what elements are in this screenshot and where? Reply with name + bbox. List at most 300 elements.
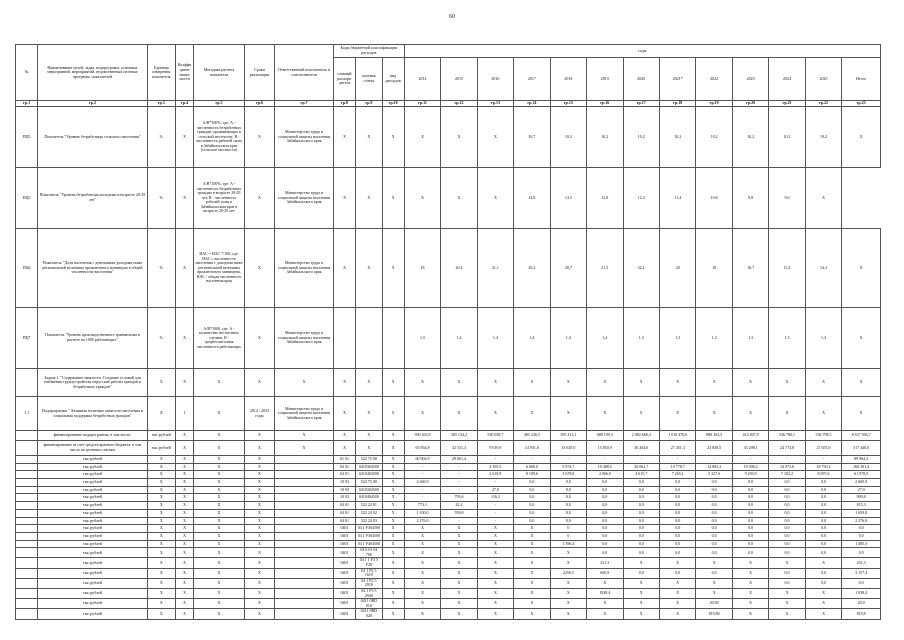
subprogram-cell: X: [842, 397, 881, 431]
column-number-cell: гр.16: [587, 101, 623, 107]
indicator-method: НАС = НАС */100, где: НАС с численность населения с доходами ниже региональной величины прожиточного минимума, НАС - общая численность населения края: [194, 229, 245, 308]
indicator-responsible: Министерство труда и социальной защиты населения Забайкальского края: [275, 107, 334, 168]
detail-value: 0,0: [514, 502, 550, 510]
detail-x: X: [194, 517, 245, 525]
task-cell: X: [333, 369, 355, 397]
detail-value: 1 100,0: [404, 509, 440, 517]
financing-value: 585 134,2: [441, 431, 477, 441]
indicator-row: [16, 229, 881, 308]
header-code-c: вид расходов: [382, 58, 404, 101]
detail-value: 0,0: [842, 532, 881, 540]
detail-unit: тыс.рублей: [38, 509, 147, 517]
detail-value: 0,0: [550, 509, 586, 517]
detail-value: X: [514, 548, 550, 558]
financing-value: 2 082 668,4: [623, 431, 659, 441]
financing-unit: тыс.рублей: [147, 441, 175, 456]
detail-unit: тыс.рублей: [38, 456, 147, 464]
detail-value: 0,0: [732, 540, 768, 548]
detail-num: [16, 494, 38, 502]
detail-value: X: [441, 548, 477, 558]
indicator-value: X: [404, 168, 440, 229]
detail-code-b: 0411 0RD 010: [356, 599, 382, 609]
detail-code-a: 04 01: [333, 502, 355, 510]
detail-value: 0,0: [696, 525, 732, 533]
indicator-value: 20,4: [441, 229, 477, 308]
detail-value: 0,0: [514, 509, 550, 517]
detail-code-b: 0410304500: [356, 463, 382, 471]
detail-value: X: [623, 599, 659, 609]
detail-value: 0: [550, 525, 586, 533]
detail-code-c: X: [382, 494, 404, 502]
detail-code-b: 04 1 1 F3 5 F28: [356, 558, 382, 568]
detail-value: 0,0: [623, 525, 659, 533]
detail-code-a: 0401: [333, 558, 355, 568]
header-years: годы: [404, 45, 880, 58]
task-cell: X: [587, 369, 623, 397]
task-cell: X: [732, 369, 768, 397]
indicator-value: 1,4: [441, 308, 477, 369]
detail-x: X: [147, 502, 175, 510]
detail-blank: [275, 456, 334, 464]
detail-blank: [275, 517, 334, 525]
detail-value: X: [623, 589, 659, 599]
financing-cell: X: [356, 441, 382, 456]
detail-num: [16, 463, 38, 471]
subprogram-cell: X: [404, 397, 440, 431]
detail-value: X: [769, 558, 805, 568]
financing-cell: X: [275, 431, 334, 441]
indicator-value: 1,4: [550, 308, 586, 369]
detail-value: X: [404, 532, 440, 540]
detail-value: X: [659, 578, 695, 588]
indicator-value: 1,4: [514, 308, 550, 369]
subprogram-cell: X: [587, 397, 623, 431]
detail-value: 0,0: [805, 494, 841, 502]
indicator-value: 16,7: [732, 229, 768, 308]
indicator-value: 10,2: [550, 107, 586, 168]
detail-unit: тыс.рублей: [38, 494, 147, 502]
indicator-value: X: [805, 168, 841, 229]
detail-x: X: [175, 540, 193, 548]
detail-value: X: [732, 609, 768, 619]
header-code-b: целевая статья: [356, 58, 382, 101]
financing-num: [16, 441, 38, 456]
indicator-unit: %: [147, 308, 175, 369]
detail-x: X: [147, 568, 175, 578]
detail-value: X: [441, 525, 477, 533]
detail-value: 0,0: [659, 502, 695, 510]
detail-value: 773,1: [404, 502, 440, 510]
detail-value: 0,0: [732, 494, 768, 502]
detail-value: X: [623, 578, 659, 588]
financing-total-name: финансирование подпрограммы, в том числе:: [38, 431, 147, 441]
detail-value: 19 500,2: [732, 463, 768, 471]
detail-value: -: [587, 456, 623, 464]
detail-value: 231,3: [587, 558, 623, 568]
financing-value: 317 440,0: [842, 441, 881, 456]
indicator-unit: %: [147, 107, 175, 168]
financing-cell: X: [175, 431, 193, 441]
detail-value: 0,0: [587, 540, 623, 548]
financing-detail-row: [16, 548, 881, 558]
detail-value: X: [550, 548, 586, 558]
detail-value: -: [550, 456, 586, 464]
indicator-value: X: [842, 107, 881, 168]
indicator-row: [16, 168, 881, 229]
detail-value: 0,0: [696, 540, 732, 548]
detail-value: 2 276,0: [404, 517, 440, 525]
detail-x: X: [175, 578, 193, 588]
financing-cell: X: [382, 431, 404, 441]
detail-value: 1938,4: [587, 589, 623, 599]
indicator-value: X: [477, 168, 513, 229]
detail-x: X: [244, 589, 274, 599]
detail-value: 0,0: [696, 479, 732, 487]
detail-x: X: [194, 568, 245, 578]
task-cell: X: [356, 369, 382, 397]
detail-value: 0,0: [805, 502, 841, 510]
detail-value: -: [477, 517, 513, 525]
detail-value: 10 408,5: [587, 463, 623, 471]
detail-value: 0: [550, 532, 586, 540]
detail-x: X: [244, 494, 274, 502]
column-number-cell: гр.19: [696, 101, 732, 107]
detail-value: 14 863,3: [696, 463, 732, 471]
detail-value: X: [404, 578, 440, 588]
detail-blank: [275, 532, 334, 540]
financing-value: 688 109,3: [587, 431, 623, 441]
detail-code-c: X: [382, 568, 404, 578]
detail-value: 42,2: [441, 502, 477, 510]
detail-num: [16, 456, 38, 464]
indicator-unit: %: [147, 229, 175, 308]
financing-detail-row: [16, 558, 881, 568]
detail-value: X: [514, 568, 550, 578]
page-number: 60: [449, 14, 455, 20]
detail-value: 0,0: [659, 509, 695, 517]
detail-value: 0,0: [696, 509, 732, 517]
detail-value: X: [477, 558, 513, 568]
detail-value: 0,0: [732, 548, 768, 558]
detail-value: 20 062,7: [623, 463, 659, 471]
detail-code-a: 04 01: [333, 517, 355, 525]
task-cell: X: [514, 369, 550, 397]
detail-value: -: [477, 479, 513, 487]
detail-code-b: 522 75 00: [356, 456, 382, 464]
detail-code-b: 522 24 03: [356, 517, 382, 525]
detail-code-b: 522 24 02: [356, 509, 382, 517]
detail-x: X: [244, 486, 274, 494]
detail-x: X: [147, 486, 175, 494]
detail-code-c: X: [382, 525, 404, 533]
detail-blank: [275, 540, 334, 548]
subprogram-responsible: Министерство труда и социальной защиты населения Забайкальского края: [275, 397, 334, 431]
detail-value: -: [404, 471, 440, 479]
detail-value: 7 265,1: [659, 471, 695, 479]
detail-code-a: 04 01: [333, 463, 355, 471]
detail-code-a: 0401: [333, 525, 355, 533]
detail-x: X: [175, 558, 193, 568]
financing-detail-row: [16, 517, 881, 525]
financing-value: 590 263,8: [404, 431, 440, 441]
detail-value: 19 778,7: [659, 463, 695, 471]
financing-detail-row: [16, 509, 881, 517]
indicator-method: А/В*1000, где: А - количество несчастных случаев, В - среднесписочная численность работающих: [194, 308, 245, 369]
indicator-value: 1,3: [659, 308, 695, 369]
detail-blank: [275, 502, 334, 510]
detail-value: 0,0: [587, 509, 623, 517]
detail-value: -: [623, 456, 659, 464]
detail-num: [16, 599, 38, 609]
detail-num: [16, 568, 38, 578]
financing-cell: X: [356, 431, 382, 441]
detail-value: X: [659, 558, 695, 568]
detail-x: X: [175, 502, 193, 510]
detail-value: 0,0: [769, 494, 805, 502]
detail-x: X: [175, 486, 193, 494]
detail-value: 0,0: [769, 479, 805, 487]
detail-x: X: [147, 548, 175, 558]
financing-cell: X: [333, 441, 355, 456]
indicator-code: X: [356, 229, 382, 308]
detail-value: 27,0: [842, 486, 881, 494]
detail-x: X: [147, 589, 175, 599]
detail-unit: тыс.рублей: [38, 599, 147, 609]
detail-value: 0,0: [587, 517, 623, 525]
detail-value: X: [477, 578, 513, 588]
column-number-cell: гр.3: [147, 101, 175, 107]
indicator-coef: X: [175, 168, 193, 229]
detail-value: X: [550, 589, 586, 599]
detail-blank: [275, 479, 334, 487]
detail-value: 3 157,4: [842, 568, 881, 578]
detail-value: -: [404, 494, 440, 502]
detail-x: X: [244, 599, 274, 609]
detail-x: X: [194, 525, 245, 533]
subprogram-cell: X: [356, 397, 382, 431]
detail-code-b: 04 1 P2 5 1610: [356, 568, 382, 578]
detail-code-c: X: [382, 456, 404, 464]
detail-value: 0,0: [514, 494, 550, 502]
detail-x: X: [175, 609, 193, 619]
financing-detail-row: [16, 568, 881, 578]
detail-x: X: [175, 471, 193, 479]
subprogram-unit: X: [147, 397, 175, 431]
indicator-value: 1,3: [696, 308, 732, 369]
detail-value: 1 938,4: [842, 589, 881, 599]
header-code-a: главный распоря- дитель: [333, 58, 355, 101]
detail-value: 0,0: [805, 525, 841, 533]
detail-x: X: [194, 494, 245, 502]
task-cell: X: [769, 369, 805, 397]
detail-value: X: [659, 599, 695, 609]
detail-unit: тыс.рублей: [38, 517, 147, 525]
indicator-value: X: [441, 107, 477, 168]
detail-code-a: 04 01: [333, 471, 355, 479]
task-cell: X: [382, 369, 404, 397]
task-cell: X: [696, 369, 732, 397]
detail-value: X: [769, 609, 805, 619]
indicator-row: [16, 107, 881, 168]
detail-value: 0,0: [623, 517, 659, 525]
indicator-value: 1,3: [805, 308, 841, 369]
subprogram-cell: X: [333, 397, 355, 431]
indicator-code: [382, 308, 404, 369]
detail-code-a: 0401: [333, 568, 355, 578]
detail-x: X: [244, 532, 274, 540]
financing-cell: X: [175, 441, 193, 456]
column-number-cell: гр.5: [194, 101, 245, 107]
indicator-coef: X: [175, 308, 193, 369]
financing-detail-row: [16, 532, 881, 540]
financing-budget-name: финансирование за счет средств краевого бюджета, в том числе по целевым статьям: [38, 441, 147, 456]
indicator-value: X: [441, 168, 477, 229]
indicator-value: X: [477, 107, 513, 168]
detail-code-b: 0410404500: [356, 494, 382, 502]
detail-value: 160 381,4: [842, 463, 881, 471]
detail-x: X: [244, 609, 274, 619]
detail-value: X: [477, 609, 513, 619]
detail-value: -: [659, 456, 695, 464]
detail-x: X: [244, 471, 274, 479]
detail-x: X: [194, 479, 245, 487]
column-number-cell: гр.12: [441, 101, 477, 107]
detail-value: 0,0: [550, 479, 586, 487]
indicator-method: А/В*100%, где: А - численность безработных граждан, проживающих в сельской местности, В - численность рабочей силы в Забайкальском крае (сельские местности): [194, 107, 245, 168]
subprogram-method: X: [194, 397, 245, 431]
detail-value: 0,0: [842, 578, 881, 588]
financing-detail-row: [16, 463, 881, 471]
detail-value: 0,0: [769, 502, 805, 510]
indicator-code: X: [382, 168, 404, 229]
detail-value: 0,0: [842, 548, 881, 558]
detail-value: X: [441, 568, 477, 578]
detail-num: [16, 548, 38, 558]
header-codes: Коды бюджетной классификации расходов: [333, 45, 404, 58]
detail-value: X: [477, 540, 513, 548]
detail-value: 60 902,9: [404, 456, 440, 464]
detail-code-b: 04 1 F304500: [356, 532, 382, 540]
indicator-term: X: [244, 308, 274, 369]
detail-blank: [275, 548, 334, 558]
detail-value: X: [587, 609, 623, 619]
detail-value: X: [732, 599, 768, 609]
task-cell: X: [404, 369, 440, 397]
detail-value: 0,0: [659, 548, 695, 558]
detail-value: X: [477, 589, 513, 599]
header-year: 2021*: [659, 58, 695, 101]
indicator-coef: X: [175, 229, 193, 308]
indicator-num: ПЦ5: [16, 107, 38, 168]
detail-value: 8 109,6: [514, 471, 550, 479]
detail-value: -: [441, 463, 477, 471]
detail-x: X: [244, 558, 274, 568]
detail-x: X: [147, 463, 175, 471]
detail-value: 0,0: [769, 548, 805, 558]
indicator-code: X: [356, 168, 382, 229]
detail-num: [16, 532, 38, 540]
detail-x: X: [244, 525, 274, 533]
detail-value: X: [514, 609, 550, 619]
detail-value: 0,0: [805, 532, 841, 540]
detail-value: 7 102,2: [769, 471, 805, 479]
detail-value: 0,0: [769, 509, 805, 517]
subprogram-cell: X: [732, 397, 768, 431]
subprogram-cell: X: [477, 397, 513, 431]
detail-x: X: [194, 609, 245, 619]
detail-value: -: [441, 486, 477, 494]
detail-value: 0,0: [550, 486, 586, 494]
subprogram-cell: X: [805, 397, 841, 431]
detail-x: X: [147, 532, 175, 540]
indicator-value: 1,3: [732, 308, 768, 369]
financing-num: [16, 431, 38, 441]
header-year: 2022: [696, 58, 732, 101]
detail-value: X: [441, 609, 477, 619]
financing-cell: X: [244, 441, 274, 456]
detail-value: 0,0: [769, 517, 805, 525]
financing-value: 33 298,1: [732, 441, 768, 456]
financing-value: 395 411,1: [550, 431, 586, 441]
detail-x: X: [147, 609, 175, 619]
header-year: 2025: [805, 58, 841, 101]
financing-total-row: [16, 431, 881, 441]
detail-value: 0,0: [659, 532, 695, 540]
detail-x: X: [194, 599, 245, 609]
detail-value: 0,0: [659, 479, 695, 487]
detail-value: 0,0: [514, 486, 550, 494]
indicator-term: X: [244, 168, 274, 229]
indicator-value: 10,2: [732, 107, 768, 168]
detail-value: 1 396,4: [550, 540, 586, 548]
task-cell: X: [805, 369, 841, 397]
financing-value: 414 847,8: [732, 431, 768, 441]
detail-code-a: 0401: [333, 609, 355, 619]
detail-code-b: 0411 0RD 020: [356, 609, 382, 619]
financing-detail-row: [16, 609, 881, 619]
detail-x: X: [194, 540, 245, 548]
detail-x: X: [244, 509, 274, 517]
detail-value: X: [404, 568, 440, 578]
financing-cell: X: [194, 441, 245, 456]
column-number-cell: гр.6: [244, 101, 274, 107]
detail-value: 0,0: [623, 486, 659, 494]
column-number-cell: гр.10: [382, 101, 404, 107]
detail-value: X: [587, 599, 623, 609]
detail-value: X: [550, 558, 586, 568]
detail-blank: [275, 589, 334, 599]
task-cell: X: [842, 369, 881, 397]
detail-value: 9 974,7: [550, 463, 586, 471]
task-num: [16, 369, 38, 397]
detail-value: X: [441, 532, 477, 540]
detail-value: X: [805, 589, 841, 599]
detail-value: 2 276,0: [842, 517, 881, 525]
indicator-value: 14,3: [805, 229, 841, 308]
detail-value: X: [769, 599, 805, 609]
indicator-name: Показатель "Уровень безработицы сельского населения": [38, 107, 147, 168]
financing-value: 8 637 956,7: [842, 431, 881, 441]
indicator-code: [333, 308, 355, 369]
indicator-unit: %: [147, 168, 175, 229]
indicator-value: 1,3: [769, 308, 805, 369]
detail-code-c: X: [382, 479, 404, 487]
task-cell: X: [441, 369, 477, 397]
detail-value: 0,0: [842, 525, 881, 533]
detail-unit: тыс.рублей: [38, 502, 147, 510]
indicator-name: Показатель "Уровень безработицы молодежи в возрасте 20-29 лет": [38, 168, 147, 229]
indicator-num: ПЦ6: [16, 229, 38, 308]
